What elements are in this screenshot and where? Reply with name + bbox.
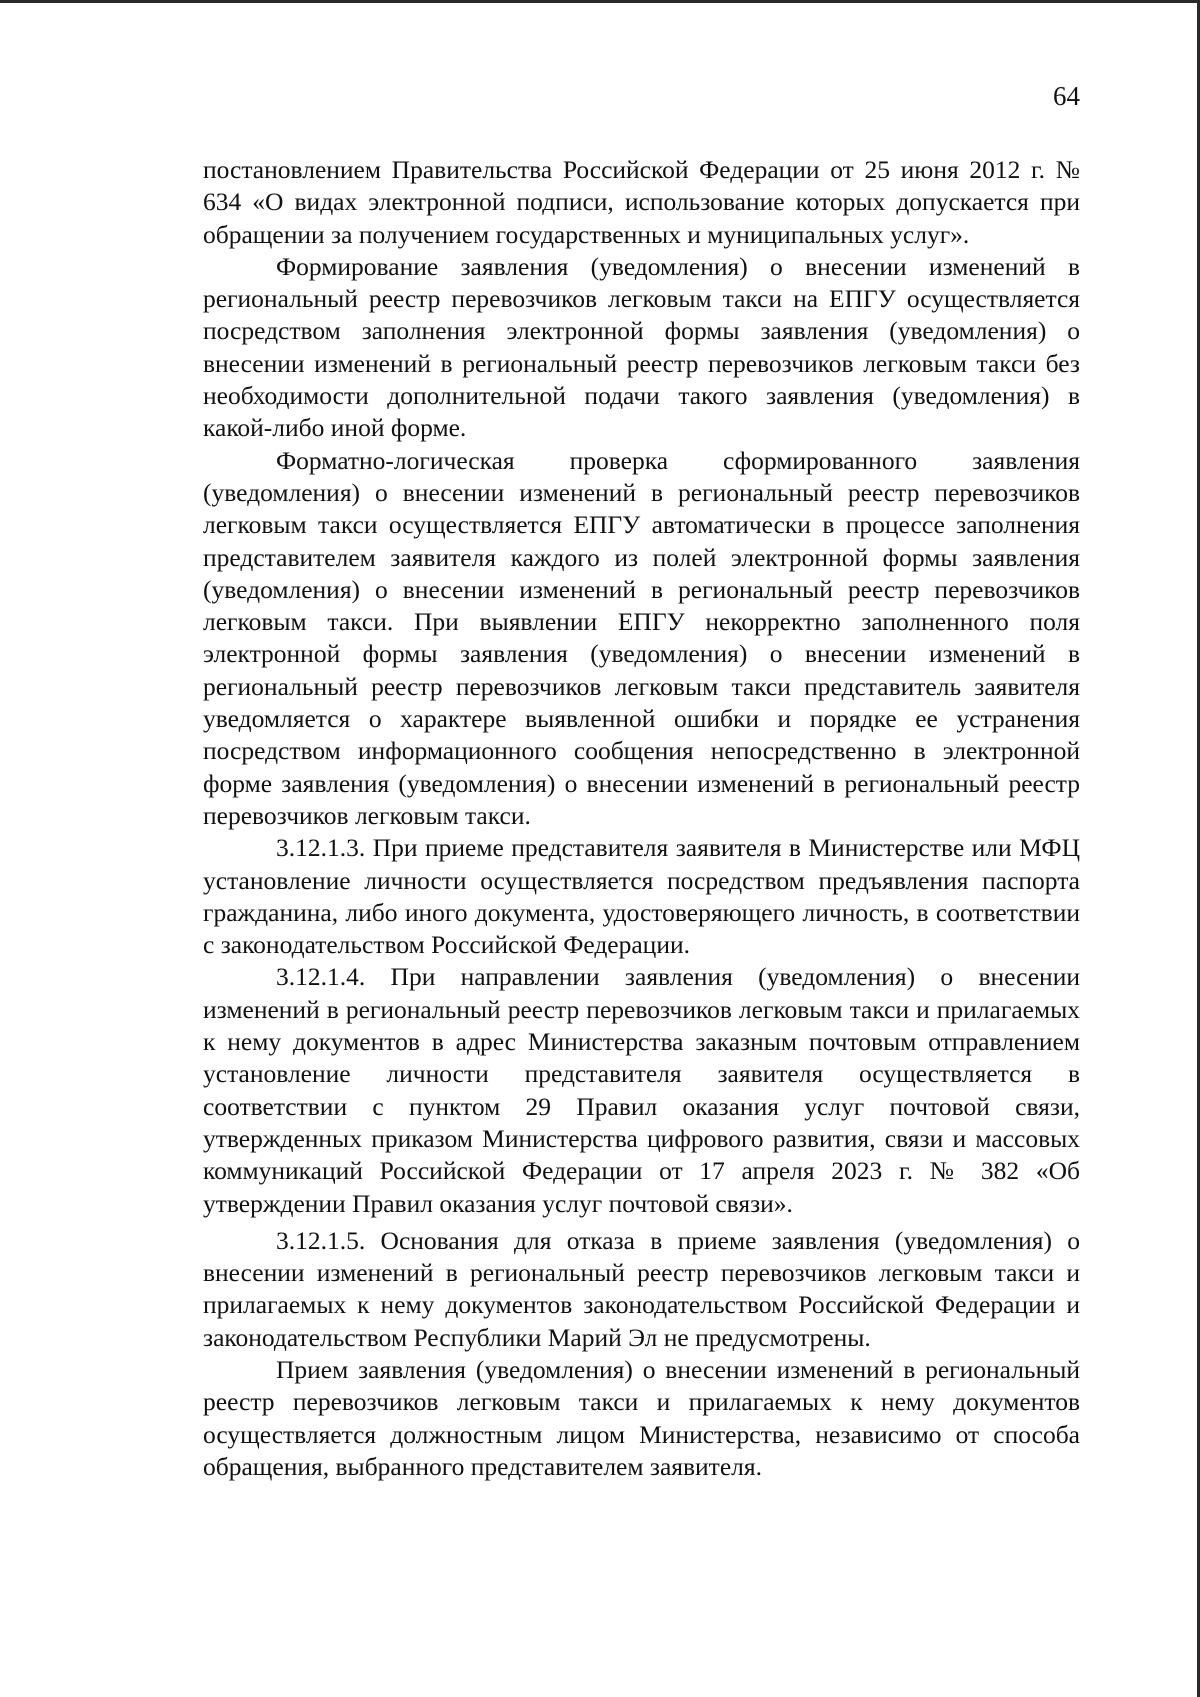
paragraph-application-forming: Формирование заявления (уведомления) о внесении изменений в региональный реестр перевозчиков легковым такси на ЕПГУ осуществляется посредством заполнения электронной формы заявления (уведомления) о внесении изменений в региональный реестр перевозчиков легковым такси без необходимости дополнительной подачи такого заявления (уведомления) в какой-либо иной форме. xyxy=(203,251,1080,443)
paragraph-3-12-1-5: 3.12.1.5. Основания для отказа в приеме заявления (уведомления) о внесении изменений в региональный реестр перевозчиков легковым такси и прилагаемых к нему документов законодательством Российской Федерации и законодательством Республики Марий Эл не предусмотрены. xyxy=(203,1225,1080,1352)
paragraph-format-logical-check: Форматно-логическая проверка сформированного заявления (уведомления) о внесении изменений в региональный реестр перевозчиков легковым такси осуществляется ЕПГУ автоматически в процессе заполнения представителем заявителя каждого из полей электронной формы заявления (уведомления) о внесении изменений в региональный реестр перевозчиков легковым такси. При выявлении ЕПГУ некорректно заполненного поля электронной формы заявления (уведомления) о внесении изменений в региональный реестр перевозчиков легковым такси представитель заявителя уведомляется о характере выявленной ошибки и порядке ее устранения посредством информационного сообщения непосредственно в электронной форме заявления (уведомления) о внесении изменений в региональный реестр перевозчиков легковым такси. xyxy=(203,445,1080,830)
paragraph-3-12-1-4: 3.12.1.4. При направлении заявления (уведомления) о внесении изменений в региональный реестр перевозчиков легковым такси и прилагаемых к нему документов в адрес Министерства заказным почтовым отправлением установление личности представителя заявителя осуществляется в соответствии с пунктом 29 Правил оказания услуг почтовой связи, утвержденных приказом Министерства цифрового развития, связи и массовых коммуникаций Российской Федерации от 17 апреля 2023 г. № 382 «Об утверждении Правил оказания услуг почтовой связи». xyxy=(203,962,1080,1218)
document-body xyxy=(203,154,1080,1483)
paragraph-3-12-1-3: 3.12.1.3. При приеме представителя заявителя в Министерстве или МФЦ установление личности осуществляется посредством предъявления паспорта гражданина, либо иного документа, удостоверяющего личность, в соответствии с законодательством Российской Федерации. xyxy=(203,833,1080,960)
paragraph-continuation: постановлением Правительства Российской Федерации от 25 июня 2012 г. № 634 «О видах электронной подписи, использование которых допускается при обращении за получением государственных и муниципальных услуг». xyxy=(203,155,1080,249)
page-number: 64 xyxy=(1053,81,1080,111)
paragraph-reception: Прием заявления (уведомления) о внесении изменений в региональный реестр перевозчиков легковым такси и прилагаемых к нему документов осуществляется должностным лицом Министерства, независимо от способа обращения, выбранного представителем заявителя. xyxy=(203,1354,1080,1481)
scan-edge-top xyxy=(0,0,1200,3)
